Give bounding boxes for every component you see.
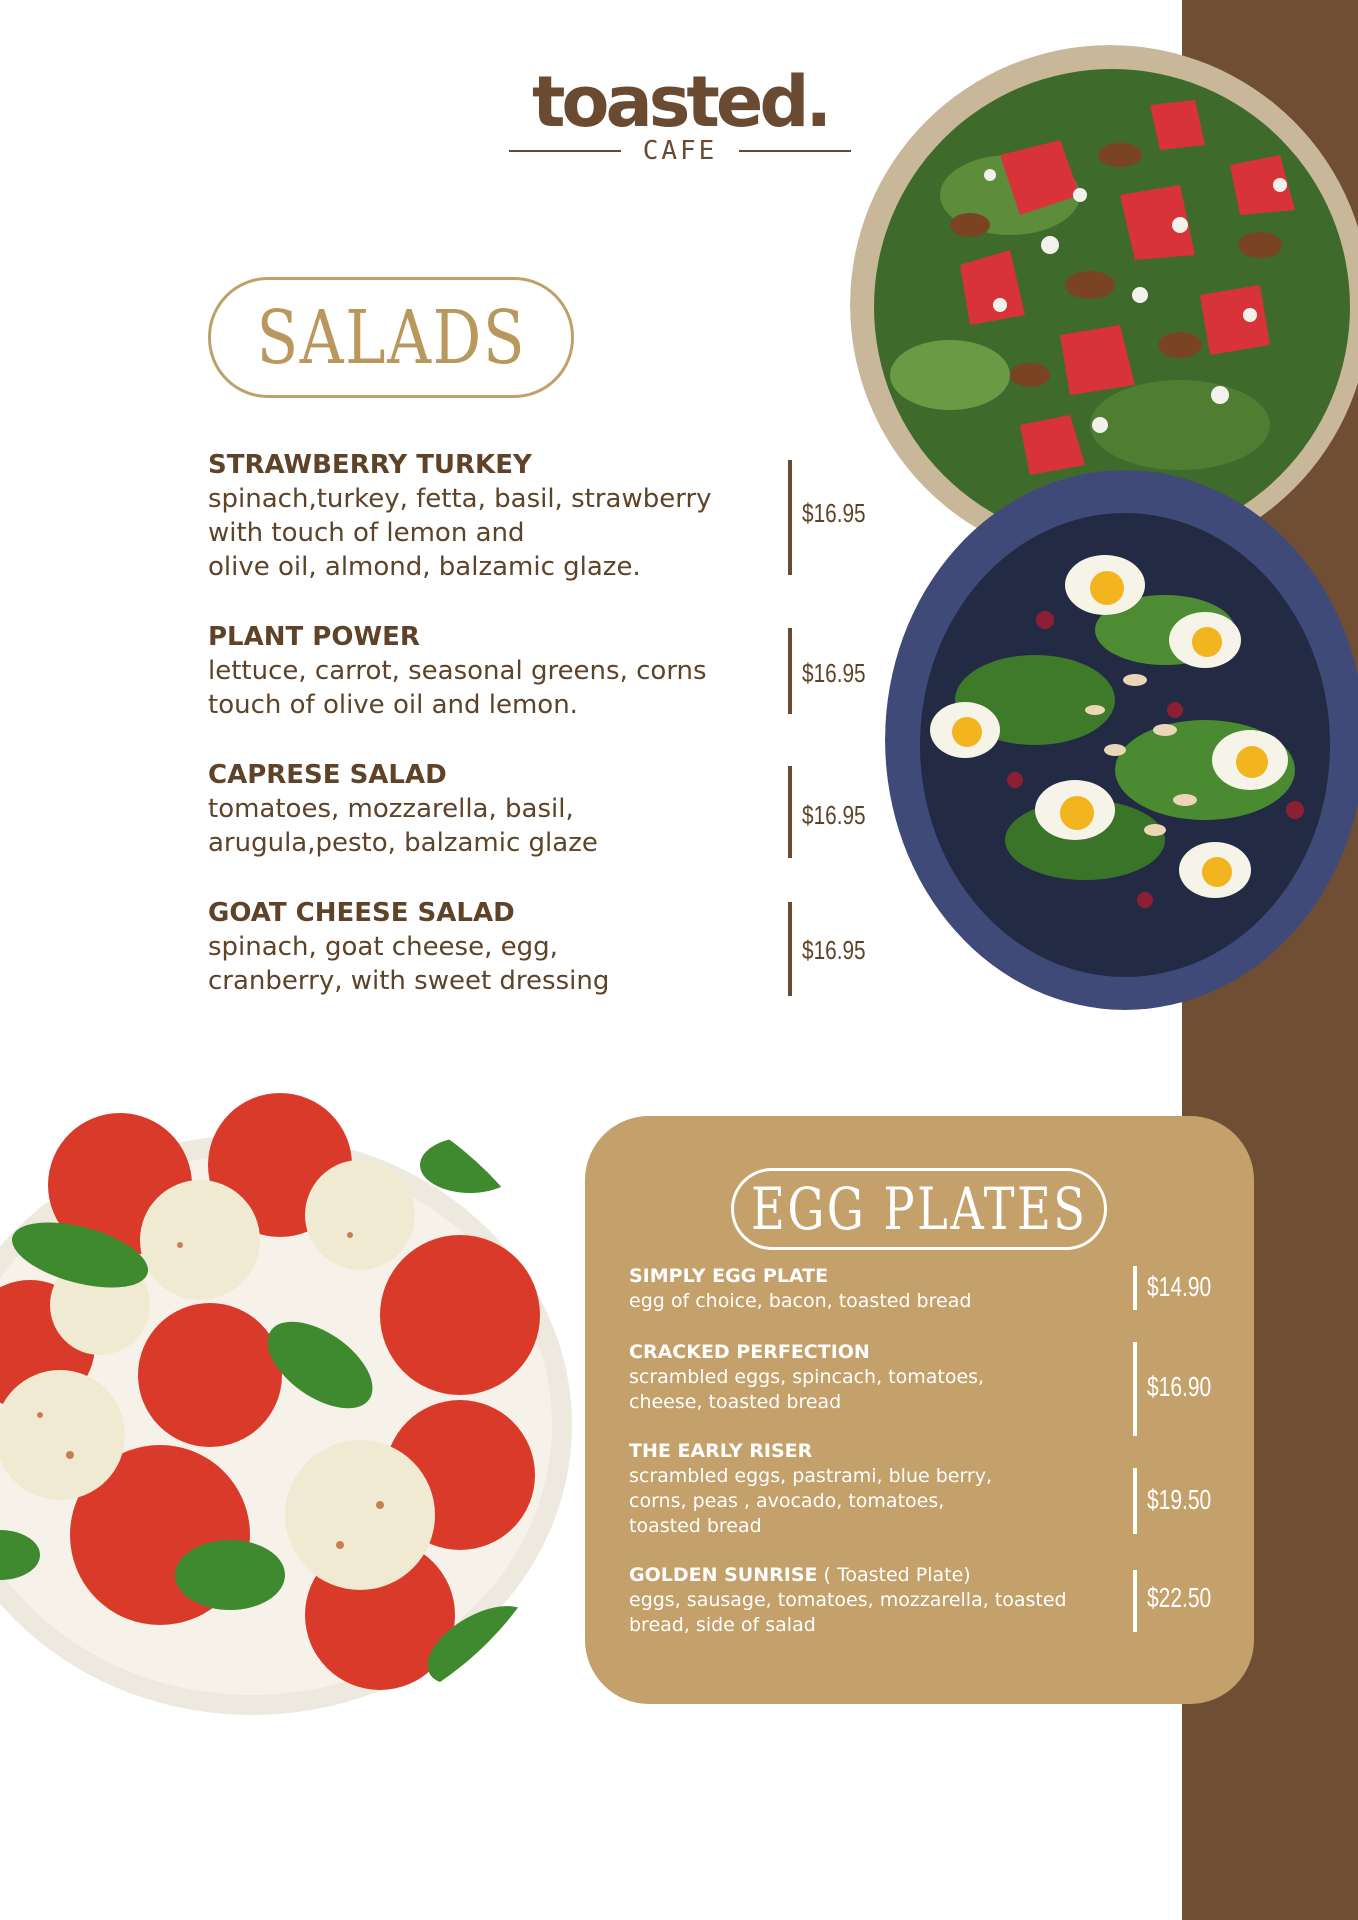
item-name-text: SIMPLY EGG PLATE: [629, 1265, 829, 1287]
egg-plates-heading: [731, 1168, 1107, 1250]
brand-logo: [495, 62, 865, 172]
item-name: [629, 1264, 1129, 1289]
item-price: $16.95: [802, 498, 866, 528]
price-divider: [1133, 1570, 1137, 1632]
item-description: scrambled eggs, spincach, tomatoes, cheese, toasted bread: [629, 1366, 985, 1413]
brand-sub: CAFE: [642, 136, 718, 166]
item-price: $22.50: [1147, 1582, 1212, 1613]
egg-plates-card: [585, 1116, 1254, 1704]
item-price: $16.95: [802, 800, 866, 830]
price-divider: [1133, 1468, 1137, 1534]
price-divider: [788, 902, 792, 996]
item-name: [629, 1563, 1149, 1588]
item-price: $14.90: [1147, 1271, 1212, 1302]
item-description: spinach, goat cheese, egg, cranberry, with sweet dressing: [208, 932, 610, 996]
item-description: eggs, sausage, tomatoes, mozzarella, toasted bread, side of salad: [629, 1589, 1067, 1636]
item-price: $16.95: [802, 935, 866, 965]
brand-sub-row: [495, 136, 865, 166]
item-price: $16.95: [802, 658, 866, 688]
price-divider: [1133, 1266, 1137, 1310]
item-name-text: CRACKED PERFECTION: [629, 1341, 870, 1363]
item-name-note: ( Toasted Plate): [817, 1564, 971, 1586]
caprese-photo: [0, 1075, 585, 1740]
item-price: $16.90: [1147, 1371, 1212, 1402]
item-description: tomatoes, mozzarella, basil, arugula,pesto, balzamic glaze: [208, 794, 598, 858]
egg-salad-photo: [885, 470, 1358, 1010]
menu-item: [208, 896, 788, 998]
menu-item: [208, 758, 788, 860]
item-name: PLANT POWER: [208, 622, 420, 652]
item-price: $19.50: [1147, 1484, 1212, 1515]
menu-item: [629, 1264, 1129, 1314]
item-description: egg of choice, bacon, toasted bread: [629, 1290, 972, 1312]
salads-title: SALADS: [256, 294, 526, 381]
item-description: scrambled eggs, pastrami, blue berry, corns, peas , avocado, tomatoes, toasted bread: [629, 1465, 993, 1537]
item-name-text: THE EARLY RISER: [629, 1440, 813, 1462]
price-divider: [788, 460, 792, 575]
price-divider: [788, 628, 792, 714]
item-name: GOAT CHEESE SALAD: [208, 898, 515, 928]
salads-heading: [208, 277, 574, 398]
item-name-text: GOLDEN SUNRISE: [629, 1564, 818, 1586]
item-description: spinach,turkey, fetta, basil, strawberry with touch of lemon and olive oil, almond, balzamic glaze.: [208, 484, 712, 582]
item-description: lettuce, carrot, seasonal greens, corns touch of olive oil and lemon.: [208, 656, 707, 720]
item-name: [629, 1340, 1129, 1365]
price-divider: [1133, 1342, 1137, 1436]
item-name: STRAWBERRY TURKEY: [208, 450, 532, 480]
price-divider: [788, 766, 792, 858]
item-name: [629, 1439, 1129, 1464]
menu-item: [629, 1340, 1129, 1415]
menu-item: [629, 1439, 1129, 1539]
menu-item: [208, 448, 788, 584]
egg-plates-title: EGG PLATES: [750, 1175, 1088, 1243]
menu-item: [629, 1563, 1149, 1638]
menu-item: [208, 620, 788, 722]
logo-divider-right: [739, 150, 851, 152]
logo-divider-left: [509, 150, 621, 152]
item-name: CAPRESE SALAD: [208, 760, 447, 790]
brand-name: toasted.: [531, 61, 829, 143]
